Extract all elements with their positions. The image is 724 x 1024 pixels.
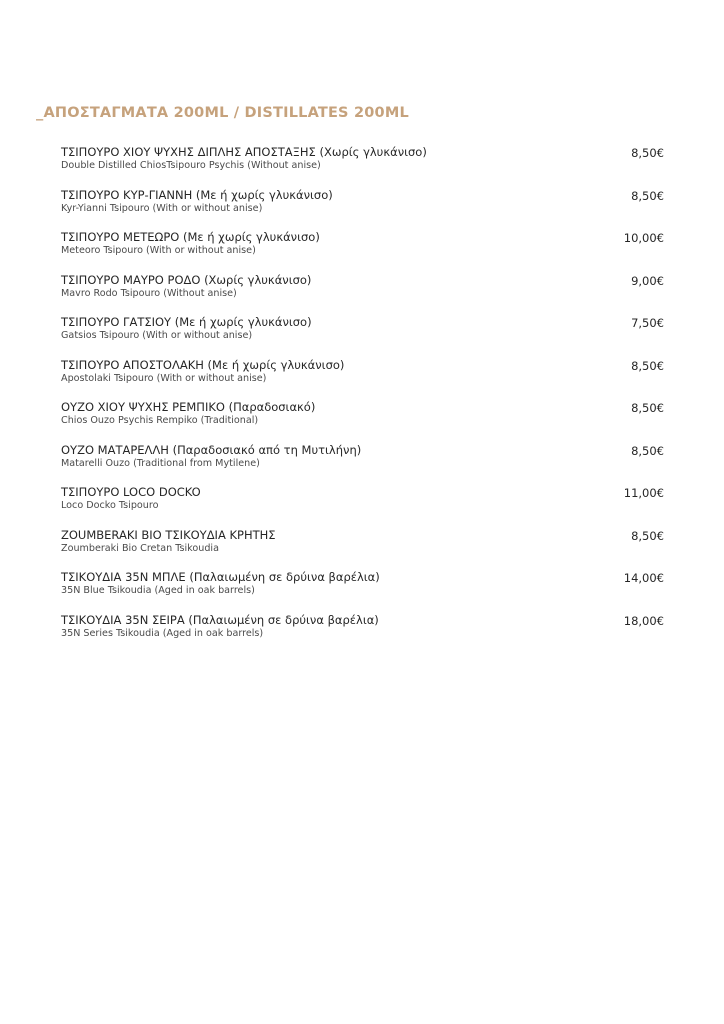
- item-title: ΤΣΙΠΟΥΡΟ ΜΑΥΡΟ ΡΟΔΟ (Χωρίς γλυκάνισο): [61, 272, 312, 287]
- menu-item: [61, 145, 664, 188]
- item-price: 8,50€: [631, 401, 664, 415]
- item-subtitle: Apostolaki Tsipouro (With or without anise): [61, 372, 267, 384]
- menu-item: [61, 485, 664, 528]
- item-subtitle: Kyr-Yianni Tsipouro (With or without anise): [61, 202, 263, 214]
- menu-item: [61, 443, 664, 486]
- section-title: _ΑΠΟΣΤΑΓΜΑΤΑ 200ML / DISTILLATES 200ML: [36, 105, 409, 121]
- menu-item: [61, 273, 664, 316]
- item-price: 10,00€: [623, 231, 664, 245]
- item-title: ΤΣΙΠΟΥΡΟ ΑΠΟΣΤΟΛΑΚΗ (Με ή χωρίς γλυκάνισο): [61, 357, 345, 372]
- menu-item: [61, 570, 664, 613]
- item-price: 8,50€: [631, 146, 664, 160]
- item-title: ΤΣΙΠΟΥΡΟ ΧΙΟΥ ΨΥΧΗΣ ΔΙΠΛΗΣ ΑΠΟΣΤΑΞΗΣ (Χωρίς γλυκάνισο): [61, 145, 427, 159]
- item-title: ΤΣΙΠΟΥΡΟ ΚΥΡ-ΓΙΑΝΝΗ (Με ή χωρίς γλυκάνισο): [61, 187, 333, 202]
- menu-item: [61, 358, 664, 401]
- item-title: ΤΣΙΠΟΥΡΟ LOCO DOCKO: [61, 485, 201, 499]
- item-subtitle: Loco Docko Tsipouro: [61, 500, 159, 511]
- item-price: 14,00€: [623, 571, 664, 585]
- item-title: ZOUMBERAKI ΒΙΟ ΤΣΙΚΟΥΔΙΑ ΚΡΗΤΗΣ: [61, 527, 276, 542]
- item-subtitle: 35N Blue Tsikoudia (Aged in oak barrels): [61, 585, 255, 596]
- item-title: ΤΣΙΠΟΥΡΟ ΓΑΤΣΙΟΥ (Με ή χωρίς γλυκάνισο): [61, 315, 312, 329]
- item-subtitle: Double Distilled ChiosTsipouro Psychis (Without anise): [61, 160, 321, 171]
- menu-item: [61, 613, 664, 656]
- menu-item: [61, 188, 664, 231]
- item-subtitle: Chios Ouzo Psychis Rempiko (Traditional): [61, 415, 259, 426]
- menu-item: [61, 400, 664, 443]
- item-price: 18,00€: [623, 613, 664, 628]
- item-price: 7,50€: [631, 316, 664, 330]
- item-price: 8,50€: [631, 443, 664, 458]
- menu-item: [61, 230, 664, 273]
- item-price: 11,00€: [623, 486, 664, 500]
- item-price: 9,00€: [631, 273, 664, 288]
- item-subtitle: Gatsios Tsipouro (With or without anise): [61, 330, 253, 341]
- item-title: ΟΥΖΟ ΧΙΟΥ ΨΥΧΗΣ ΡΕΜΠΙΚΟ (Παραδοσιακό): [61, 400, 316, 414]
- item-subtitle: Meteoro Tsipouro (With or without anise): [61, 245, 256, 256]
- item-price: 8,50€: [631, 358, 664, 373]
- item-subtitle: Matarelli Ouzo (Traditional from Mytilene): [61, 457, 260, 469]
- item-subtitle: 35N Series Tsikoudia (Aged in oak barrels): [61, 627, 264, 639]
- item-title: ΤΣΙΠΟΥΡΟ ΜΕΤΕΩΡΟ (Με ή χωρίς γλυκάνισο): [61, 230, 320, 244]
- item-subtitle: Mavro Rodo Tsipouro (Without anise): [61, 287, 237, 299]
- item-title: ΟΥΖΟ ΜΑΤΑΡΕΛΛΗ (Παραδοσιακό από τη Μυτιλήνη): [61, 442, 362, 457]
- item-price: 8,50€: [631, 528, 664, 543]
- item-price: 8,50€: [631, 188, 664, 203]
- item-subtitle: Zoumberaki Bio Cretan Tsikoudia: [61, 542, 219, 554]
- menu-list: [61, 145, 664, 655]
- menu-item: [61, 315, 664, 358]
- menu-item: [61, 528, 664, 571]
- item-title: ΤΣΙΚΟΥΔΙΑ 35Ν ΣΕΙΡΑ (Παλαιωμένη σε δρύινα βαρέλια): [61, 612, 379, 627]
- item-title: ΤΣΙΚΟΥΔΙΑ 35Ν ΜΠΛΕ (Παλαιωμένη σε δρύινα βαρέλια): [61, 570, 380, 584]
